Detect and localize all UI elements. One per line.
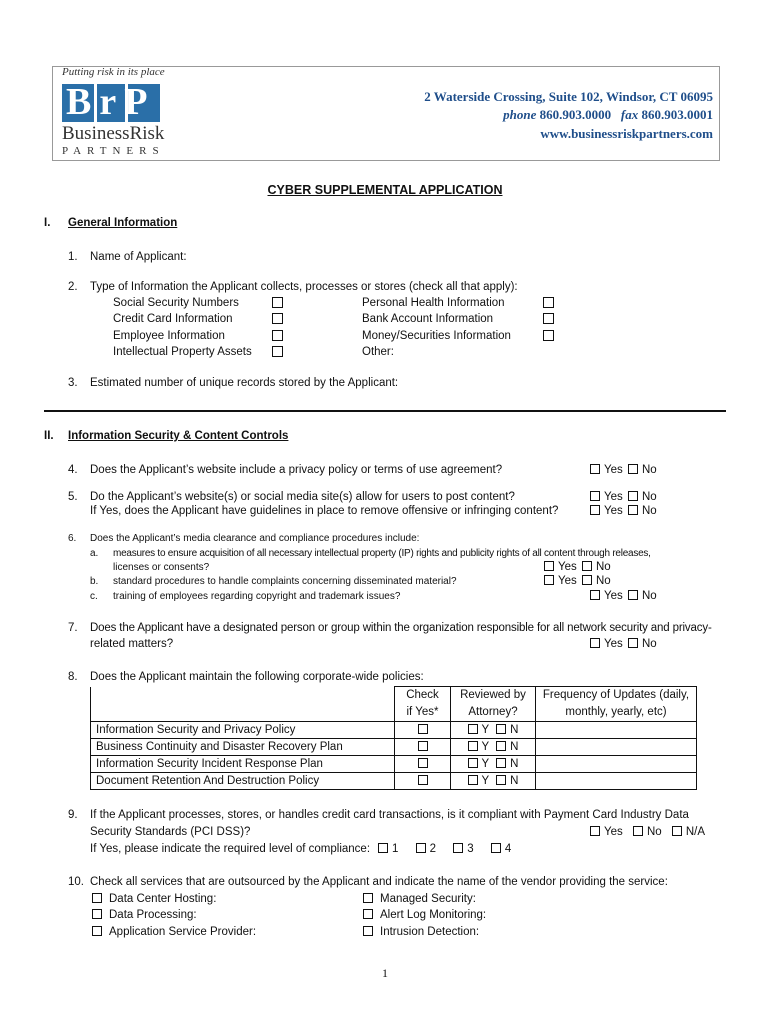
level-1-label: 1 <box>392 843 399 855</box>
policy-name: Business Continuity and Disaster Recovery Plan <box>91 739 395 756</box>
service-data-center <box>92 893 216 905</box>
service-checkbox[interactable] <box>363 926 373 936</box>
yes-label: Yes <box>604 826 623 838</box>
q7-yes-checkbox[interactable] <box>590 638 600 648</box>
service-label: Data Processing: <box>109 909 197 921</box>
header-check <box>395 687 451 722</box>
yes-label: Yes <box>604 464 623 476</box>
header-frequency-line2: monthly, yearly, etc) <box>565 706 667 718</box>
phone-label: phone <box>503 107 537 122</box>
service-checkbox[interactable] <box>363 893 373 903</box>
yes-label: Yes <box>558 561 577 573</box>
q6a-label: a. <box>90 548 99 559</box>
q9-text-3: If Yes, please indicate the required level of compliance: <box>90 843 371 855</box>
policy-checkbox[interactable] <box>418 724 428 734</box>
q4-number: 4. <box>68 464 78 476</box>
q2-option-bank: Bank Account Information <box>362 313 494 325</box>
policies-header-row <box>91 687 697 722</box>
reviewed-yes-checkbox[interactable] <box>468 724 478 734</box>
q2-option-ssn: Social Security Numbers <box>113 297 239 309</box>
policy-checkbox[interactable] <box>418 775 428 785</box>
logo-name: BusinessRisk <box>62 123 165 144</box>
reviewed-yes-checkbox[interactable] <box>468 741 478 751</box>
q2-text: Type of Information the Applicant collects, processes or stores (check all that apply): <box>90 281 518 293</box>
policy-frequency-cell[interactable] <box>536 739 697 756</box>
q9-answers <box>590 826 705 838</box>
q2-checkbox-ssn[interactable] <box>272 297 283 308</box>
q9-yes-checkbox[interactable] <box>590 826 600 836</box>
q7-text-1: Does the Applicant have a designated person or group within the organization responsible for all network security and privacy- <box>90 622 712 634</box>
q8-text: Does the Applicant maintain the following corporate-wide policies: <box>90 671 424 683</box>
q6c-label: c. <box>90 591 98 602</box>
page-title: CYBER SUPPLEMENTAL APPLICATION <box>267 183 503 197</box>
company-address: 2 Waterside Crossing, Suite 102, Windsor, CT 06095 <box>424 89 713 104</box>
yes-label: Yes <box>604 505 623 517</box>
contact-line <box>503 107 713 123</box>
policy-check-cell <box>395 722 451 739</box>
service-managed-security <box>363 893 476 905</box>
q6a-no-checkbox[interactable] <box>582 561 592 571</box>
no-label: No <box>595 561 611 573</box>
policy-name: Document Retention And Destruction Policy <box>91 773 395 790</box>
q3-text: Estimated number of unique records stored by the Applicant: <box>90 377 399 389</box>
n-label: N <box>510 724 519 736</box>
q2-option-ip: Intellectual Property Assets <box>113 346 252 358</box>
policy-frequency-cell[interactable] <box>536 773 697 790</box>
section-2-heading: Information Security & Content Controls <box>68 430 289 442</box>
reviewed-no-checkbox[interactable] <box>496 741 506 751</box>
q4-no-checkbox[interactable] <box>628 464 638 474</box>
q5-text-1: Do the Applicant’s website(s) or social media site(s) allow for users to post content? <box>90 491 515 503</box>
header-frequency-line1: Frequency of Updates (daily, <box>542 689 690 701</box>
yes-label: Yes <box>558 575 577 587</box>
reviewed-yes-checkbox[interactable] <box>468 758 478 768</box>
service-app-provider <box>92 926 256 938</box>
reviewed-no-checkbox[interactable] <box>496 758 506 768</box>
policy-checkbox[interactable] <box>418 758 428 768</box>
q4-text: Does the Applicant’s website include a privacy policy or terms of use agreement? <box>90 464 503 476</box>
policy-frequency-cell[interactable] <box>536 756 697 773</box>
table-row <box>91 722 697 739</box>
q6b-label: b. <box>90 576 99 587</box>
q6c-answers <box>590 590 657 602</box>
section-2-number: II. <box>44 430 54 442</box>
q2-checkbox-bank[interactable] <box>543 313 554 324</box>
section-divider <box>44 410 726 412</box>
q6b-yes-checkbox[interactable] <box>544 575 554 585</box>
q2-checkbox-money[interactable] <box>543 330 554 341</box>
q5a-answers <box>590 491 657 503</box>
y-label: Y <box>481 758 489 770</box>
fax-number: 860.903.0001 <box>641 107 713 122</box>
q1-text: Name of Applicant: <box>90 251 187 263</box>
y-label: Y <box>481 775 489 787</box>
q7-answers <box>590 638 657 650</box>
policy-checkbox[interactable] <box>418 741 428 751</box>
q2-checkbox-health[interactable] <box>543 297 554 308</box>
table-row <box>91 773 697 790</box>
service-checkbox[interactable] <box>92 893 102 903</box>
policy-check-cell <box>395 756 451 773</box>
header-check-line1: Check <box>406 689 439 701</box>
level-4-checkbox[interactable] <box>491 843 501 853</box>
reviewed-no-checkbox[interactable] <box>496 724 506 734</box>
q10-text: Check all services that are outsourced by the Applicant and indicate the name of the vendor providing the service: <box>90 876 668 888</box>
yes-label: Yes <box>604 590 623 602</box>
q5b-answers <box>590 505 657 517</box>
level-4-label: 4 <box>504 843 512 855</box>
header-reviewed-line2: Attorney? <box>468 706 518 718</box>
q6-number: 6. <box>68 533 77 544</box>
n-label: N <box>510 758 519 770</box>
q6b-answers <box>544 575 611 587</box>
q6a-text-2: licenses or consents? <box>113 562 210 573</box>
q4-yes-checkbox[interactable] <box>590 464 600 474</box>
q9-no-checkbox[interactable] <box>633 826 643 836</box>
policy-name: Information Security Incident Response Plan <box>91 756 395 773</box>
q6c-yes-checkbox[interactable] <box>590 590 600 600</box>
header-reviewed-line1: Reviewed by <box>460 689 526 701</box>
no-label: No <box>641 638 657 650</box>
q3-number: 3. <box>68 377 78 389</box>
page-number: 1 <box>382 966 388 980</box>
y-label: Y <box>481 741 489 753</box>
header-check-line2: if Yes* <box>406 706 439 718</box>
service-label: Data Center Hosting: <box>109 893 217 905</box>
phone-number: 860.903.0000 <box>539 107 612 122</box>
q2-option-other: Other: <box>362 346 394 358</box>
n-label: N <box>510 741 519 753</box>
logo-letters: BrP <box>66 81 156 123</box>
q2-checkbox-ip[interactable] <box>272 346 283 357</box>
level-3-checkbox[interactable] <box>453 843 463 853</box>
no-label: No <box>641 464 657 476</box>
service-label: Intrusion Detection: <box>380 926 480 938</box>
y-label: Y <box>481 724 489 736</box>
policy-reviewed-cell <box>451 756 536 773</box>
level-3-label: 3 <box>467 843 474 855</box>
policy-reviewed-cell <box>451 773 536 790</box>
logo-subname: PARTNERS <box>62 145 165 157</box>
service-checkbox[interactable] <box>363 909 373 919</box>
policies-table <box>90 686 697 790</box>
q6c-text: training of employees regarding copyright and trademark issues? <box>113 591 401 602</box>
q5b-no-checkbox[interactable] <box>628 505 638 515</box>
q7-no-checkbox[interactable] <box>628 638 638 648</box>
q2-option-money: Money/Securities Information <box>362 330 511 342</box>
q2-option-health: Personal Health Information <box>362 297 505 309</box>
reviewed-no-checkbox[interactable] <box>496 775 506 785</box>
no-label: No <box>646 826 662 838</box>
service-alert-log <box>363 909 486 921</box>
yes-label: Yes <box>604 491 623 503</box>
q2-number: 2. <box>68 281 78 293</box>
q6-text: Does the Applicant’s media clearance and compliance procedures include: <box>90 533 420 544</box>
service-data-processing <box>92 909 197 921</box>
q7-number: 7. <box>68 622 78 634</box>
policy-check-cell <box>395 739 451 756</box>
no-label: No <box>641 505 657 517</box>
no-label: No <box>595 575 611 587</box>
yes-label: Yes <box>604 638 623 650</box>
q9-text-2: Security Standards (PCI DSS)? <box>90 826 251 838</box>
q2-checkbox-employee[interactable] <box>272 330 283 341</box>
service-checkbox[interactable] <box>92 909 102 919</box>
service-label: Alert Log Monitoring: <box>380 909 487 921</box>
q10-number: 10. <box>68 876 84 888</box>
q2-option-employee: Employee Information <box>113 330 225 342</box>
table-row <box>91 739 697 756</box>
q6b-no-checkbox[interactable] <box>582 575 592 585</box>
q8-number: 8. <box>68 671 78 683</box>
header-reviewed <box>451 687 536 722</box>
q6c-no-checkbox[interactable] <box>628 590 638 600</box>
q7-text-2: related matters? <box>90 638 174 650</box>
q9-na-checkbox[interactable] <box>672 826 682 836</box>
policy-header-blank <box>91 687 395 722</box>
n-label: N <box>510 775 519 787</box>
q9-levels <box>378 843 511 855</box>
q5-number: 5. <box>68 491 78 503</box>
q6a-yes-checkbox[interactable] <box>544 561 554 571</box>
service-intrusion <box>363 926 479 938</box>
policy-check-cell <box>395 773 451 790</box>
q6b-text: standard procedures to handle complaints concerning disseminated material? <box>113 576 457 587</box>
level-2-label: 2 <box>429 843 437 855</box>
q4-answers <box>590 464 657 476</box>
q9-text-1: If the Applicant processes, stores, or handles credit card transactions, is it compliant with Payment Card Industry Data <box>90 809 689 821</box>
q1-number: 1. <box>68 251 78 263</box>
na-label: N/A <box>685 826 706 838</box>
q6a-answers <box>544 561 611 573</box>
service-label: Application Service Provider: <box>109 926 257 938</box>
policy-reviewed-cell <box>451 722 536 739</box>
logo-tagline: Putting risk in its place <box>62 66 165 78</box>
policy-name: Information Security and Privacy Policy <box>91 722 395 739</box>
fax-label: fax <box>620 107 639 122</box>
level-2-checkbox[interactable] <box>416 843 426 853</box>
q5a-yes-checkbox[interactable] <box>590 491 600 501</box>
policy-frequency-cell[interactable] <box>536 722 697 739</box>
q5b-yes-checkbox[interactable] <box>590 505 600 515</box>
section-1-heading: General Information <box>68 217 178 229</box>
section-1-number: I. <box>44 217 51 229</box>
policy-reviewed-cell <box>451 739 536 756</box>
service-checkbox[interactable] <box>92 926 102 936</box>
no-label: No <box>641 491 657 503</box>
header-frequency <box>536 687 697 722</box>
q5a-no-checkbox[interactable] <box>628 491 638 501</box>
level-1-checkbox[interactable] <box>378 843 388 853</box>
q6a-text-1: measures to ensure acquisition of all necessary intellectual property (IP) rights and publicity rights of all content through releases, <box>113 548 651 559</box>
q9-number: 9. <box>68 809 78 821</box>
q2-checkbox-credit-card[interactable] <box>272 313 283 324</box>
reviewed-yes-checkbox[interactable] <box>468 775 478 785</box>
website-link[interactable]: www.businessriskpartners.com <box>540 126 713 141</box>
table-row <box>91 756 697 773</box>
no-label: No <box>641 590 657 602</box>
q5-text-2: If Yes, does the Applicant have guidelines in place to remove offensive or infringing content? <box>90 505 559 517</box>
service-label: Managed Security: <box>380 893 476 905</box>
q2-option-credit-card: Credit Card Information <box>113 313 233 325</box>
